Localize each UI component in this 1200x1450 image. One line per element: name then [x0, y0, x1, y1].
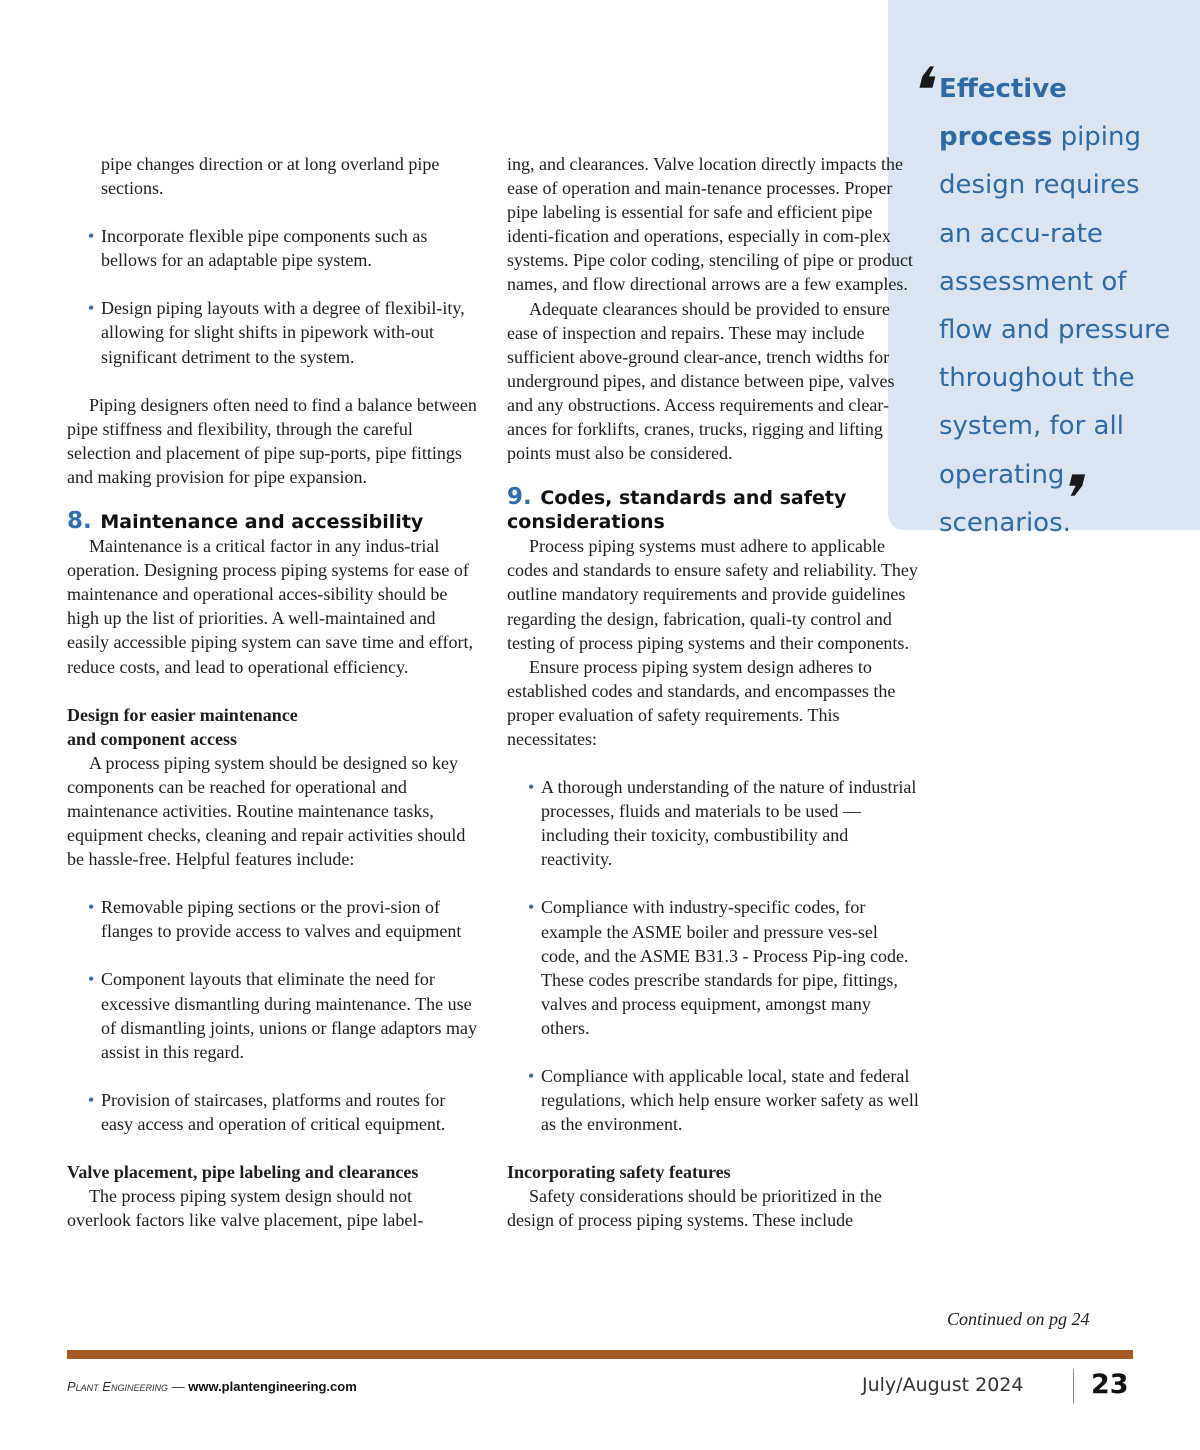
bullet-text: Design piping layouts with a degree of flexibil-ity, allowing for slight shifts in pipework with-out significant detriment to the system.: [101, 298, 465, 367]
paragraph-balance: Piping designers often need to find a balance between pipe stiffness and flexibility, through the careful selection and placement of pipe sup-ports, pipe fittings and making provision for pipe expansion.: [67, 394, 477, 487]
continued-note: Continued on pg 24: [947, 1309, 1090, 1329]
bullet-item: [67, 967, 477, 1063]
open-quote-icon: ❛: [903, 55, 945, 129]
section-title: Codes, standards and safety considerations: [507, 487, 847, 534]
subheading-safety: Incorporating safety features: [507, 1162, 731, 1183]
pull-quote-bold: Effective process: [939, 74, 1067, 153]
paragraph-ensure: Ensure process piping system design adheres to established codes and standards, and encompasses the proper evaluation of safety requirements. This necessitates:: [507, 656, 896, 749]
bullet-dot-icon: •: [528, 897, 535, 918]
section-heading-8: [67, 509, 477, 534]
bullet-item: [67, 224, 477, 272]
left-column: [67, 152, 477, 1232]
bullet-dot-icon: •: [88, 897, 95, 918]
section-heading-9: [507, 485, 919, 534]
paragraph-maintenance: Maintenance is a critical factor in any indus-trial operation. Designing process piping systems for ease of maintenance and operational acces-sibility should be high up the list of priorities. A well-maintained and easily accessible piping system can save time and effort, reduce costs, and lead to operational efficiency.: [67, 536, 474, 677]
website-link[interactable]: www.plantengineering.com: [188, 1379, 357, 1394]
subheading-valve: Valve placement, pipe labeling and clearances: [67, 1162, 419, 1182]
bullet-item: [67, 1088, 477, 1136]
paragraph-design: A process piping system should be designed so key components can be reached for operational and maintenance activities. Routine maintenance tasks, equipment checks, cleaning and repair activities should be hassle-free. Helpful features include:: [67, 752, 466, 870]
bullet-item: [507, 775, 919, 871]
paragraph-continued: ing, and clearances. Valve location directly impacts the ease of operation and main-tenance processes. Proper pipe labeling is essential for safe and efficient pipe identi-fication and operations, especially in com-plex systems. Pipe color coding, stenciling of pipe or product names, and flow directional arrows are a few examples.: [507, 154, 913, 295]
bullet-dot-icon: •: [88, 298, 95, 319]
bullet-item: [507, 895, 919, 1040]
bullet-text: Compliance with applicable local, state and federal regulations, which help ensure worker safety as well as the environment.: [541, 1066, 919, 1135]
bullet-text: A thorough understanding of the nature of industrial processes, fluids and materials to be used — including their toxicity, combustibility and reactivity.: [541, 777, 917, 870]
bullet-dot-icon: •: [528, 777, 535, 798]
close-quote-icon: ❜: [1052, 463, 1094, 537]
paragraph-valve: The process piping system design should not overlook factors like valve placement, pipe label-: [67, 1186, 424, 1231]
issue-date: July/August 2024: [862, 1374, 1024, 1396]
bullet-dot-icon: •: [88, 1089, 95, 1110]
bullet-text: Incorporate flexible pipe components such as bellows for an adaptable pipe system.: [101, 226, 428, 271]
paragraph-continued: pipe changes direction or at long overland pipe sections.: [101, 154, 440, 199]
footer-dash: —: [171, 1379, 185, 1394]
footer-publication: [67, 1379, 357, 1395]
bullet-dot-icon: •: [528, 1066, 535, 1086]
paragraph-clearances: Adequate clearances should be provided to ensure ease of inspection and repairs. These may include sufficient above-ground clear-ance, trench widths for underground pipes, and distance between pipe, valves and any obstructions. Access requirements and clear-ances for forklifts, cranes, trucks, rigging and lifting points must also be considered.: [507, 298, 895, 464]
bullet-text: Compliance with industry-specific codes, for example the ASME boiler and pressure ves-sel code, and the ASME B31.3 - Process Pip-ing code. These codes prescribe standards for pipe, fittings, valves and process equipment, amongst many others.: [541, 897, 909, 1038]
bullet-item: [67, 895, 477, 943]
section-title: Maintenance and accessibility: [100, 511, 424, 534]
subheading-design: Design for easier maintenance and component access: [67, 704, 298, 749]
pull-quote-text: piping design requires an accu-rate assessment of flow and pressure throughout the system, for all operating scenarios.: [939, 122, 1171, 538]
footer-separator: [1073, 1369, 1074, 1403]
middle-column: [507, 152, 919, 1233]
footer-rule: [67, 1350, 1133, 1359]
paragraph-safety: Safety considerations should be prioritized in the design of process piping systems. These include: [507, 1186, 882, 1231]
publication-name: Plant Engineering: [67, 1379, 168, 1394]
bullet-item: [67, 296, 477, 368]
bullet-text: Component layouts that eliminate the need for excessive dismantling during maintenance. The use of dismantling joints, unions or flange adaptors may assist in this regard.: [101, 969, 477, 1062]
page-number: 23: [1091, 1369, 1129, 1400]
pull-quote: [939, 65, 1179, 547]
paragraph-codes: Process piping systems must adhere to applicable codes and standards to ensure safety and reliability. They outline mandatory requirements and provide guidelines regarding the design, fabrication, quali-ty control and testing of process piping systems and their components.: [507, 536, 918, 653]
bullet-dot-icon: •: [88, 226, 95, 247]
bullet-text: Removable piping sections or the provi-sion of flanges to provide access to valves and equipment: [101, 897, 462, 942]
section-number: 8.: [67, 508, 92, 535]
bullet-text: Provision of staircases, platforms and routes for easy access and operation of critical equipment.: [101, 1089, 446, 1134]
section-number: 9.: [507, 484, 532, 511]
bullet-item: [507, 1064, 919, 1136]
bullet-dot-icon: •: [88, 969, 95, 990]
